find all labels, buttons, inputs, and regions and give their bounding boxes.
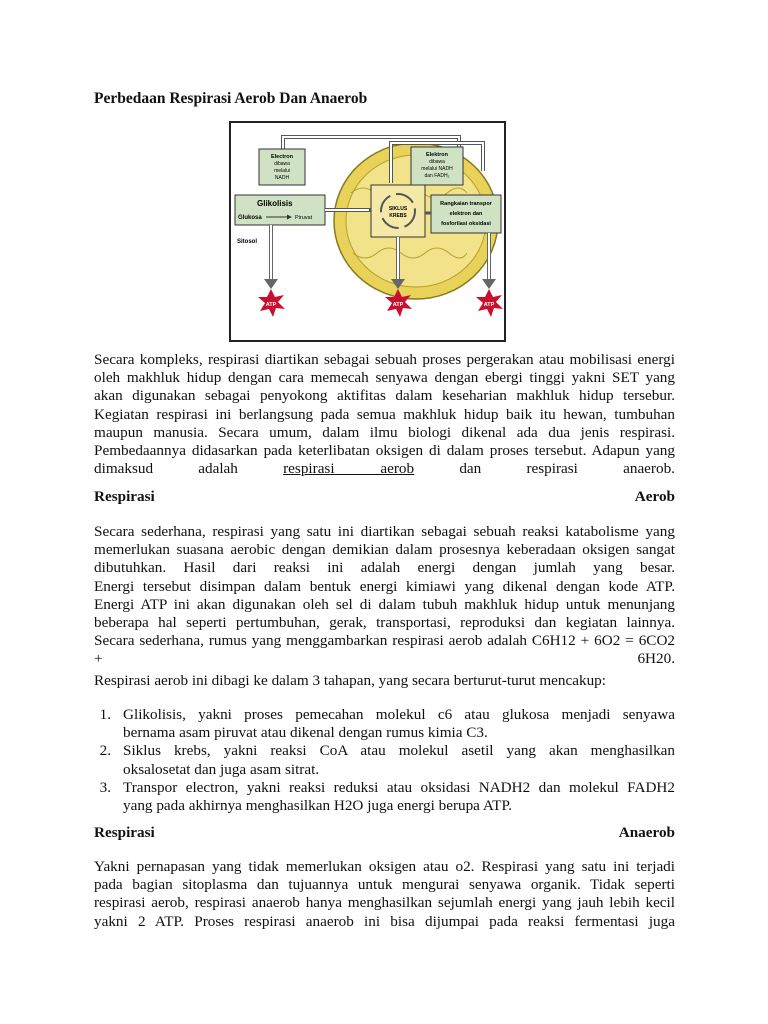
siklus-label: SIKLUS (388, 206, 408, 212)
transpor-line-3: fosforilasi oksidasi (441, 221, 491, 227)
electron-nadh-line-4: NADH (274, 175, 290, 181)
intro-word: anaerob. (623, 460, 675, 478)
aerob-line: beberapa hal seperti pertumbuhan, gerak, transportasi, reproduksi dan kegiatan lainnya. (94, 613, 675, 631)
list-line: yang pada akhirnya menghasilkan H2O juga energi berupa ATP. (123, 796, 513, 814)
stages-list (94, 706, 675, 815)
atp-label-2: ATP (392, 302, 404, 308)
anaerob-line: pada bagian sitoplasma dan tujuannya untuk mengurai senyawa organik. Tidak seperti (94, 876, 675, 894)
anaerob-line: Yakni pernapasan yang tidak memerlukan oksigen atau o2. Respirasi yang satu ini terjadi (94, 858, 675, 875)
intro-line: Secara kompleks, respirasi diartikan sebagai sebuah proses pergerakan atau mobilisasi energi (94, 351, 675, 368)
list-line: Transpor electron, yakni reaksi reduksi atau oksidasi NADH2 dan molekul FADH2 (123, 778, 675, 796)
anaerob-heading-right: Anaerob (618, 824, 675, 841)
intro-word: dan (459, 460, 482, 478)
electron-fadh-line-1: Elektron (425, 152, 449, 158)
stages-intro (94, 672, 675, 690)
formula-end: 6H20. (637, 650, 675, 668)
electron-nadh-line-2: dibawa (274, 161, 290, 167)
krebs-label: KREBS (389, 213, 407, 219)
list-item (94, 742, 675, 778)
page-title: Perbedaan Respirasi Aerob Dan Anaerob (94, 90, 368, 107)
anaerob-paragraph (94, 858, 675, 931)
list-item (94, 706, 675, 742)
list-number: 1. (99, 706, 111, 723)
aerob-heading-right: Aerob (634, 488, 675, 505)
list-number: 3. (99, 778, 111, 796)
piruvat-label: Piruvat (295, 215, 313, 221)
list-item (94, 779, 675, 815)
aerob-heading (94, 488, 675, 506)
aerob-line: dibutuhkan. Hasil dari reaksi ini adalah energi dengan jumlah yang besar. (94, 559, 675, 577)
aerob-paragraph (94, 523, 675, 669)
intro-line: Kegiatan respirasi ini berlangsung pada semua makhluk hidup baik itu hewan, tumbuhan (94, 405, 675, 423)
intro-line: Pembedaannya didasarkan pada keterlibatan oksigen di dalam proses tersebut. Adapun yang (94, 441, 675, 459)
anaerob-line: respirasi aerob, respirasi anaerob hanya menghasilkan sejumlah energi yang jauh lebih kecil (94, 894, 675, 912)
list-line: Glikolisis, yakni proses pemecahan molekul c6 atau glukosa menjadi senyawa (123, 706, 675, 723)
intro-word: adalah (198, 460, 238, 478)
atp-label-1: ATP (265, 302, 277, 308)
glikolisis-label: Glikolisis (257, 199, 293, 208)
intro-line: akan digunakan sebagai penyokong aktifitas dalam keseharian makhluk hidup tersebur. (94, 387, 675, 405)
aerob-formula-end (94, 650, 675, 668)
aerob-line: Secara sederhana, respirasi yang satu ini diartikan sebagai sebuah reaksi katabolisme yang (94, 523, 675, 540)
electron-nadh-line-1: Electron (270, 154, 294, 160)
stages-intro-text: Respirasi aerob ini dibagi ke dalam 3 tahapan, yang secara berturut-turut mencakup: (94, 672, 606, 689)
glukosa-label: Glukosa (238, 215, 262, 221)
intro-line: maupun manusia. Secara umum, dalam ilmu biologi dikenal ada dua jenis respirasi. (94, 423, 675, 441)
respiration-diagram-svg (231, 123, 504, 340)
transpor-line-1: Rangkaian transpor (440, 201, 492, 207)
aerob-line: Energi ATP ini akan digunakan oleh sel di dalam tubuh makhluk hidup untuk menunjang (94, 595, 675, 613)
aerob-line: memerlukan suasana aerobic dengan demikian dalam prosesnya keberadaan oksigen sangat (94, 541, 675, 559)
electron-fadh-line-4: dan FADH₂ (424, 173, 450, 179)
electron-fadh-line-3: melalui NADH (421, 166, 453, 172)
transpor-line-2: elektron dan (449, 211, 483, 217)
aerob-line: Secara sederhana, rumus yang menggambarkan respirasi aerob adalah C6H12 + 6O2 = 6CO2 (94, 632, 675, 650)
electron-nadh-line-3: melalui (274, 168, 290, 174)
list-line: Siklus krebs, yakni reaksi CoA atau molekul asetil yang akan menghasilkan (123, 742, 675, 760)
respirasi-aerob-link[interactable]: respirasi aerob (283, 460, 415, 478)
intro-last-line (94, 460, 675, 478)
intro-word: respirasi (526, 460, 578, 478)
respiration-diagram (229, 121, 506, 342)
list-line: oksalosetat dan juga asam sitrat. (123, 760, 320, 778)
sitosol-label: Sitosol (237, 239, 258, 245)
anaerob-heading (94, 824, 675, 842)
intro-paragraph (94, 351, 675, 478)
list-line: bernama asam piruvat atau dikenal dengan rumus kimia C3. (123, 724, 488, 742)
anaerob-heading-left: Respirasi (94, 824, 155, 841)
formula-plus: + (94, 650, 103, 668)
intro-word: dimaksud (94, 460, 154, 478)
aerob-line: Energi tersebut disimpan dalam bentuk energi kimiawi yang dikenal dengan kode ATP. (94, 577, 675, 595)
atp-label-3: ATP (483, 302, 495, 308)
anaerob-line: yakni 2 ATP. Proses respirasi anaerob ini bisa dijumpai pada reaksi fermentasi juga (94, 912, 675, 930)
electron-fadh-line-2: dibawa (429, 159, 445, 165)
intro-line: oleh makhluk hidup dengan cara memecah senyawa dengan ebergi tinggi yakni SET yang (94, 369, 675, 387)
list-number: 2. (99, 742, 111, 760)
aerob-heading-left: Respirasi (94, 488, 155, 505)
